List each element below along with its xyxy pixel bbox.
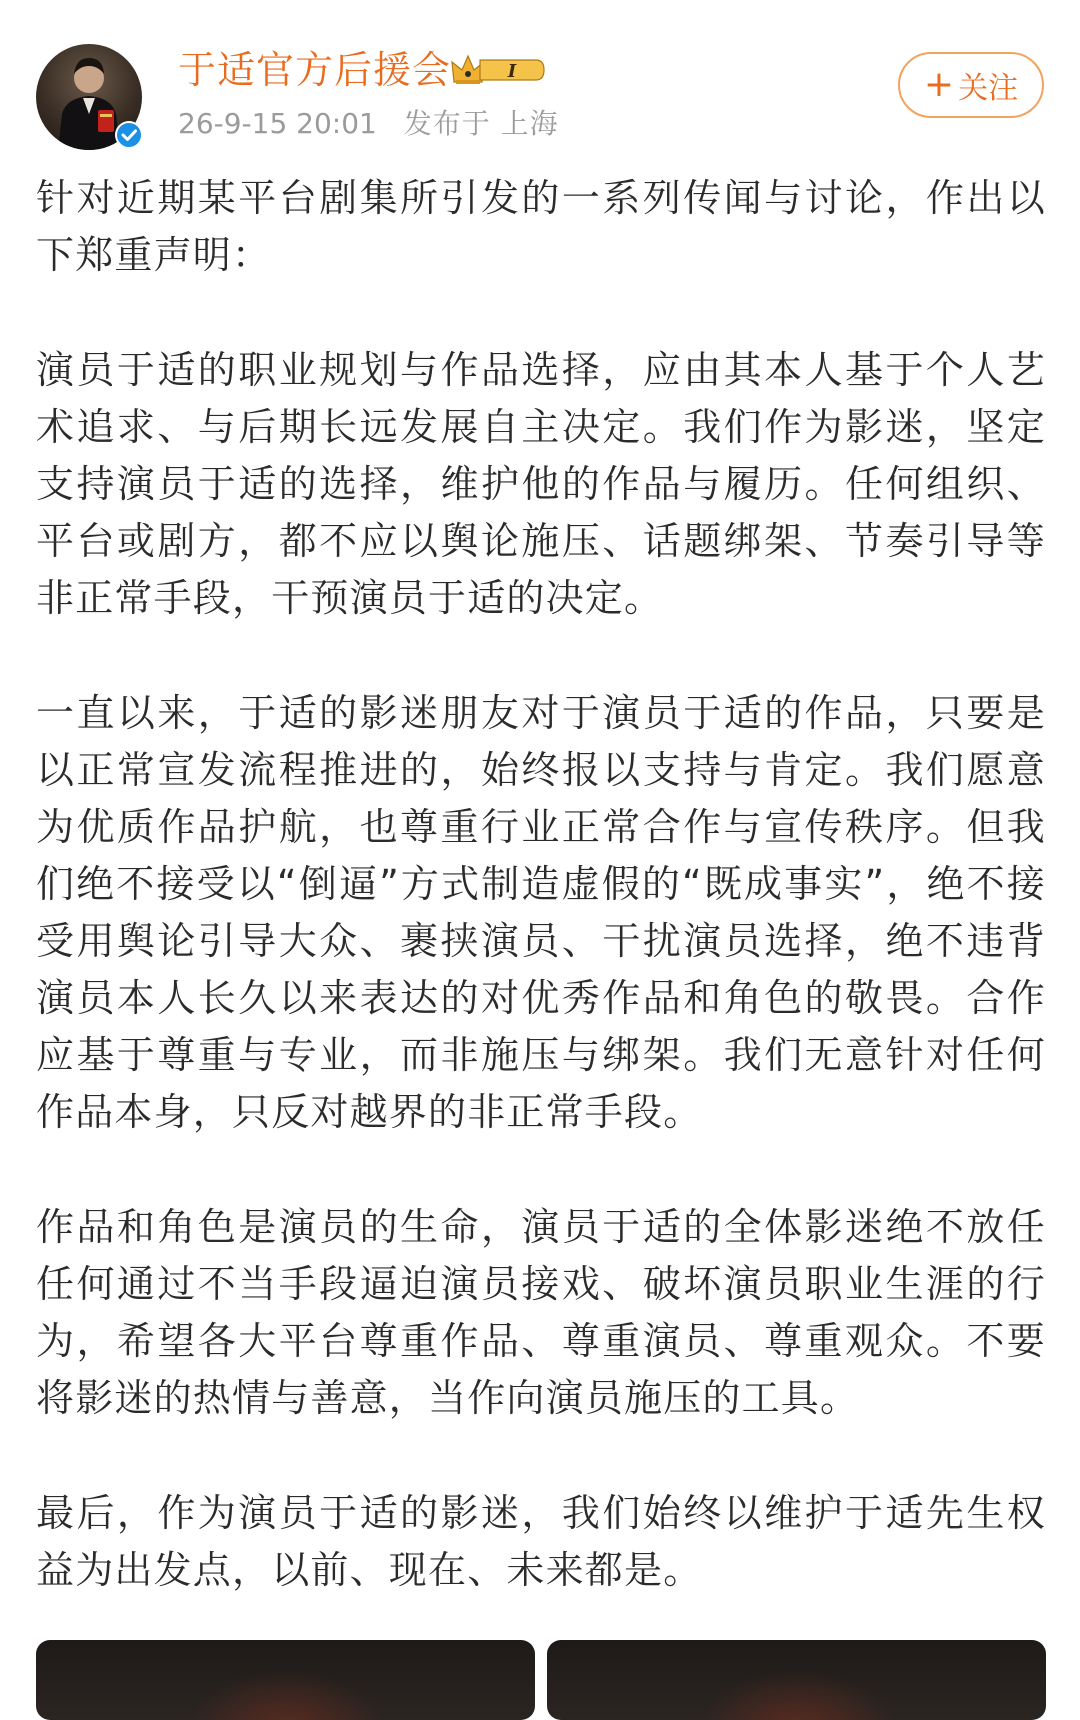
author-name[interactable]: 于适官方后援会 [178, 48, 452, 92]
post-image-thumbnail[interactable] [36, 1640, 535, 1720]
crown-icon[interactable] [450, 52, 546, 88]
post-paragraph: 作品和角色是演员的生命，演员于适的全体影迷绝不放任任何通过不当手段逼迫演员接戏、破坏演员职业生涯的行为，希望各大平台尊重作品、尊重演员、尊重观众。不要将影迷的热情与善意，当作向演员施压的工具。 [36, 1205, 1046, 1420]
post-paragraph: 最后，作为演员于适的影迷，我们始终以维护于适先生权益为出发点，以前、现在、未来都是。 [36, 1491, 1046, 1592]
author-avatar[interactable] [36, 44, 142, 150]
verified-icon [114, 120, 144, 150]
follow-button[interactable] [898, 52, 1044, 118]
post-location: 发布于 上海 [403, 107, 559, 140]
post-paragraph: 演员于适的职业规划与作品选择，应由其本人基于个人艺术追求、与后期长远发展自主决定。我们作为影迷，坚定支持演员于适的选择，维护他的作品与履历。任何组织、平台或剧方，都不应以舆论施压、话题绑架、节奏引导等非正常手段，干预演员于适的决定。 [36, 348, 1046, 620]
post-images [36, 1640, 1046, 1691]
post-date: 26-9-15 20:01 [178, 107, 377, 140]
post-paragraph: 针对近期某平台剧集所引发的一系列传闻与讨论，作出以下郑重声明： [36, 176, 1046, 277]
post-body [36, 170, 1046, 1657]
post-meta [178, 104, 559, 144]
plus-icon: + [923, 64, 955, 105]
badge-level: I [507, 61, 517, 82]
post-header [0, 0, 1080, 160]
post-paragraph: 一直以来，于适的影迷朋友对于演员于适的作品，只要是以正常宣发流程推进的，始终报以支持与肯定。我们愿意为优质作品护航，也尊重行业正常合作与宣传秩序。但我们绝不接受以“倒逼”方式制造虚假的“既成事实”，绝不接受用舆论引导大众、裹挟演员、干扰演员选择，绝不违背演员本人长久以来表达的对优秀作品和角色的敬畏。合作应基于尊重与专业，而非施压与绑架。我们无意针对任何作品本身，只反对越界的非正常手段。 [36, 691, 1046, 1134]
follow-label: 关注 [958, 71, 1019, 106]
post-image-thumbnail[interactable] [547, 1640, 1046, 1720]
